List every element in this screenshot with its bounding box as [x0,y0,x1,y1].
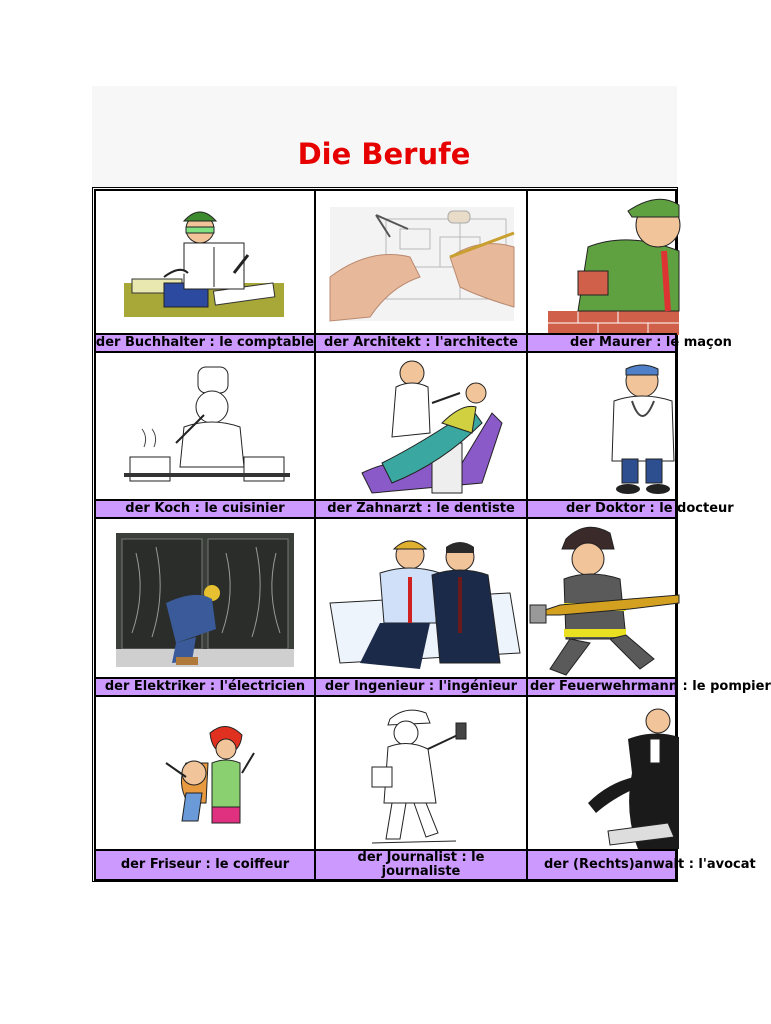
caption-cook [94,499,316,519]
caption-journalist [314,849,528,881]
architect-drawing-photo [330,207,514,321]
page-title: Die Berufe [297,137,471,171]
cell-image-lawyer [526,695,677,851]
lawyer-illustration [588,703,679,849]
doctor-illustration [602,361,679,497]
caption-text: der Ingenieur : l'ingénieur [324,679,518,694]
cell-image-firefighter [526,517,677,679]
cook-illustration [124,367,290,489]
caption-text: der Koch : le cuisinier [125,501,285,516]
caption-dentist [314,499,528,519]
caption-engineers [314,677,528,697]
caption-architect [314,333,528,353]
electrician-photo [116,533,294,667]
caption-text: der Doktor : le docteur [566,501,734,516]
cell-image-architect [314,189,528,335]
caption-hairdresser [94,849,316,881]
caption-text: der Journalist : le journaliste [357,850,485,879]
cell-image-journalist [314,695,528,851]
firefighter-illustration [530,519,679,679]
caption-doctor [526,499,734,519]
caption-text: der Architekt : l'architecte [324,335,518,350]
journalist-illustration [366,703,478,849]
engineers-illustration [320,533,526,669]
caption-accountant [94,333,316,353]
caption-text: der (Rechts)anwalt : l'avocat [544,857,756,872]
caption-text: der Buchhalter : le comptable [95,335,315,350]
caption-electrician [94,677,316,697]
cell-image-electrician [94,517,316,679]
bricklayer-illustration [548,191,679,335]
accountant-illustration [124,203,288,323]
caption-text: der Feuerwehrmann : le pompier [530,679,771,694]
cell-image-dentist [314,351,528,501]
caption-text: der Elektriker : l'électricien [104,679,306,694]
hairdresser-illustration [146,723,268,827]
cell-image-engineers [314,517,528,679]
caption-lawyer [526,849,756,881]
caption-bricklayer [526,333,732,353]
caption-text: der Friseur : le coiffeur [120,857,290,872]
cell-image-bricklayer [526,189,677,335]
caption-firefighter [526,677,771,697]
cell-image-doctor [526,351,677,501]
dentist-illustration [342,353,502,499]
caption-text: der Maurer : le maçon [570,335,732,350]
cell-image-hairdresser [94,695,316,851]
cell-image-cook [94,351,316,501]
cell-image-accountant [94,189,316,335]
caption-text: der Zahnarzt : le dentiste [327,501,515,516]
